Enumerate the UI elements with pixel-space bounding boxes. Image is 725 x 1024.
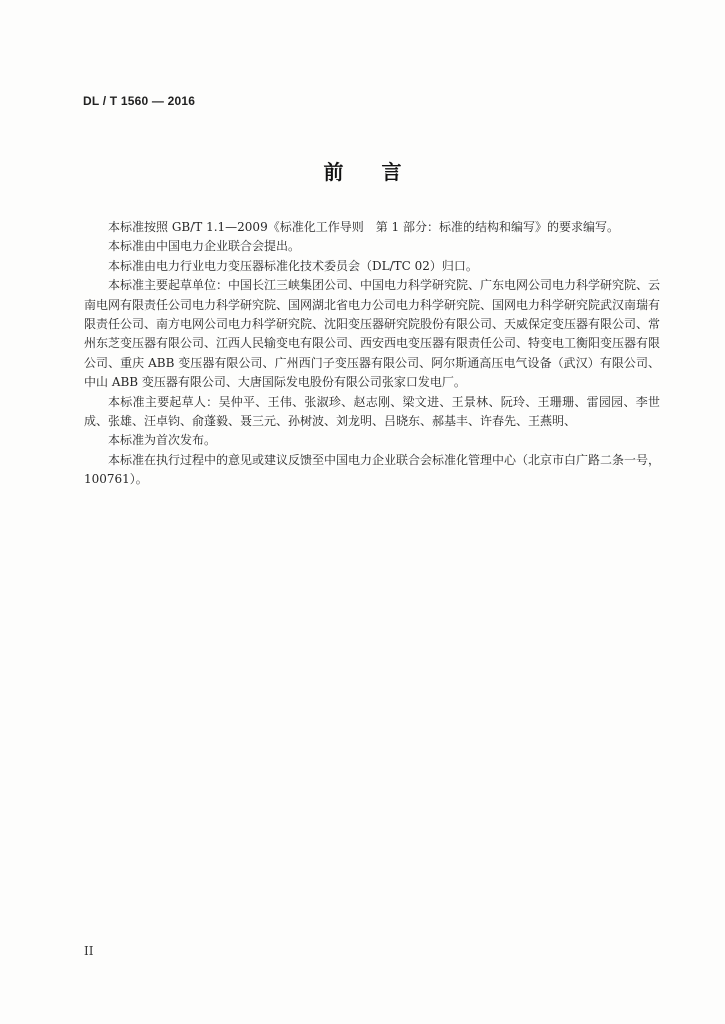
paragraph-writing-rules: 本标准按照 GB/T 1.1—2009《标准化工作导则 第 1 部分：标准的结构和编写》的要求编写。 — [108, 220, 619, 234]
paragraph-drafting-units: 本标准主要起草单位：中国长江三峡集团公司、中国电力科学研究院、广东电网公司电力科学研究院、云南电网有限责任公司电力科学研究院、国网湖北省电力公司电力科学研究院、国网电力科学研究院武汉南瑞有限责任公司、南方电网公司电力科学研究院、沈阳变压器研究院股份有限公司、天威保定变压器有限公司、常州东芝变压器有限公司、江西人民输变电有限公司、西安西电变压器有限责任公司、特变电工衡阳变压器有限公司、重庆 ABB 变压器有限公司、广州西门子变压器有限公司、阿尔斯通高压电气设备（武汉）有限公司、中山 ABB 变压器有限公司、大唐国际发电股份有限公司张家口发电厂。 — [84, 278, 661, 390]
paragraph-committee: 本标准由电力行业电力变压器标准化技术委员会（DL/TC 02）归口。 — [108, 258, 478, 273]
page-number: II — [84, 944, 94, 958]
paragraph-drafters: 本标准主要起草人：吴仲平、王伟、张淑珍、赵志刚、梁文进、王景林、阮玲、王珊珊、雷园园、李世成、张雄、汪卓钧、俞蓬毅、聂三元、孙树波、刘龙明、吕晓东、郝基丰、许春先、王燕明、 — [84, 394, 660, 429]
paragraph-first-release: 本标准为首次发布。 — [108, 433, 217, 448]
paragraph-feedback: 本标准在执行过程中的意见或建议反馈至中国电力企业联合会标准化管理中心（北京市白广路二条一号，100761）。 — [84, 452, 661, 487]
paragraph-proposer: 本标准由中国电力企业联合会提出。 — [108, 239, 301, 254]
foreword-body — [84, 218, 660, 490]
standard-code: DL / T 1560 — 2016 — [83, 94, 196, 108]
page-title: 前言 — [323, 160, 440, 184]
